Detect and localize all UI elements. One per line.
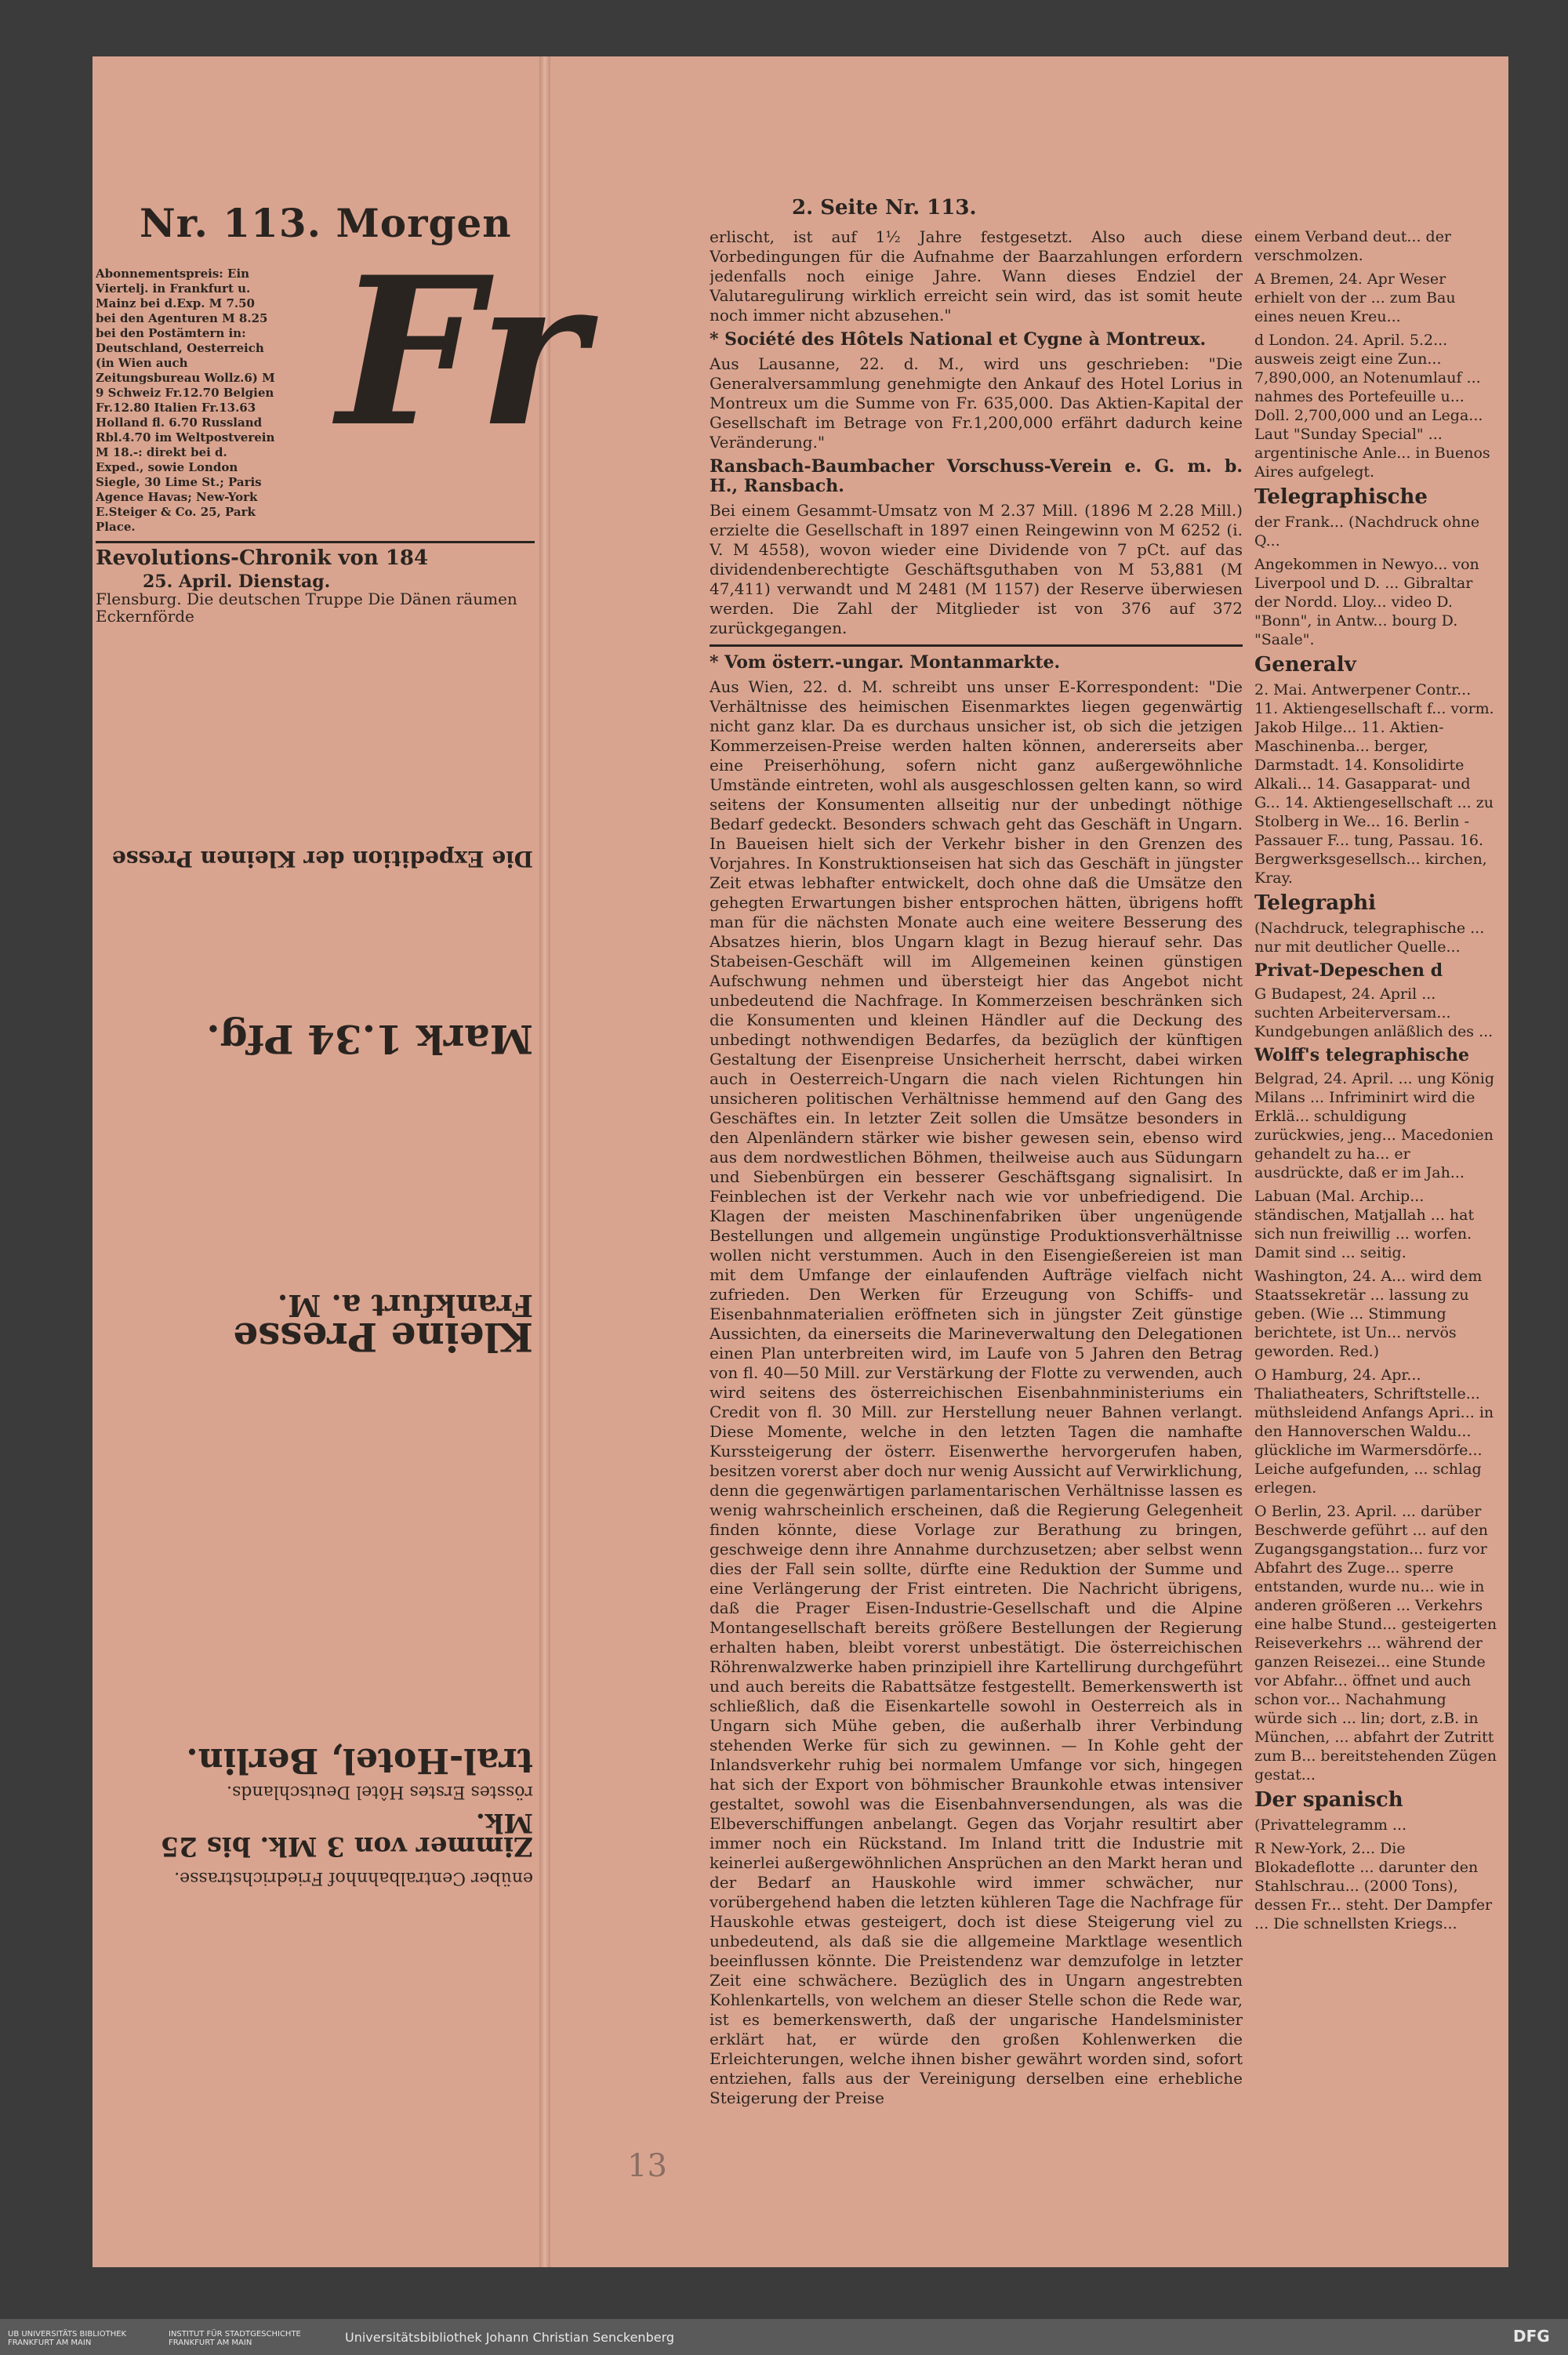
para: einem Verband deut... der verschmolzen. — [1254, 228, 1452, 264]
heading-privat: Privat-Depeschen d — [1254, 960, 1443, 981]
ad-line: Die Expedition der Kleinen Presse — [111, 846, 533, 872]
margin-note: 13 — [627, 2148, 667, 2184]
heading-telegraphische: Telegraphische — [1254, 485, 1428, 509]
meeting-list: 2. Mai. Antwerpener Contr... 11. Aktiengesellschaft f... vorm. Jakob Hilge... 11. Aktien-Maschinenba... berger, Darmstadt. 14. Konsolidirte Alkali... 14. Gasapparat- und G... 14. Aktiengesellschaft ... zu Stolberg in We... 16. Berlin - Passauer F... tung, Passau. 16. Bergwerksgesellsch... kirchen, Kray. — [1254, 681, 1494, 887]
para: G Budapest, 24. April ... suchten Arbeiterversam... Kundgebungen anläßlich des ... — [1254, 985, 1494, 1040]
middle-column — [710, 227, 1243, 2234]
subscription-box: Abonnementspreis: Ein Viertelj. in Frankfurt u. Mainz bei d.Exp. M 7.50 bei den Agenturen M 8.25 bei den Postämtern in: Deutschland, Oesterreich (in Wien auch Zeitungsbureau Wollz.6) M 9 Schweiz Fr.12.70 Belgien Fr.12.80 Italien Fr.13.63 Holland fl. 6.70 Russland Rbl.4.70 im Weltpostverein M 18.-: direkt bei d. Exped., sowie London Siegle, 30 Lime St.; Paris Agence Havas; New-York E.Steiger & Co. 25, Park Place. — [96, 267, 275, 534]
upside-down-ads — [94, 847, 533, 1889]
ad-line: Mark 1.34 Pfg. — [206, 1016, 533, 1062]
page-marker: 2. Seite Nr. 113. — [792, 196, 977, 220]
footer-bar — [0, 2319, 1568, 2355]
left-title: Revolutions-Chronik von 184 — [96, 546, 429, 570]
divider — [710, 644, 1243, 647]
left-date: 25. April. Dienstag. — [143, 572, 331, 592]
ad-line: Kleine Presse — [233, 1314, 533, 1360]
heading-telegraphi: Telegraphi — [1254, 891, 1377, 915]
para: R New-York, 2... Die Blokadeflotte ... darunter den Stahlschrau... (2000 Tons), dessen Fr... steht. Der Dampfer ... Die schnellsten Kriegs... — [1254, 1840, 1493, 1932]
para: Washington, 24. A... wird dem Staatssekretär ... lassung zu geben. (Wie ... Stimmung berichtete, ist Un... nervös geworden. Red.) — [1254, 1268, 1483, 1360]
para: Aus Wien, 22. d. M. schreibt uns unser E-Korrespondent: "Die Verhältnisse des heimischen Eisenmarktes liegen gegenwärtig nicht ganz klar. Da es durchaus unsicher ist, ob sich die jetzigen Kommerzeisen-Preise werden halten können, andererseits aber eine Preiserhöhung, sofern nicht ganz außergewöhnliche Umstände eintreten, wohl als ausgeschlossen gelten kann, so wird seitens der Konsumenten allseitig nur der unbedingt nöthige Bedarf gedeckt. Besonders schwach geht das Geschäft in Ungarn. In Baueisen hielt sich der Verkehr bisher in den Grenzen des Vorjahres. In Konstruktionseisen hat sich das Geschäft in jüngster Zeit etwas lebhafter entwickelt, doch ohne daß die Umsätze den gehegten Erwartungen bisher entsprochen hätten, übrigens hofft man für die nächsten Monate auch eine weitere Besserung des Absatzes hierin, blos Ungarn klagt in Bezug hierauf sehr. Das Stabeisen-Geschäft will im Allgemeinen keinen günstigen Aufschwung nehmen und übersteigt hier das Angebot nicht unbedeutend die Nachfrage. In Kommerzeisen beschränken sich die Konsumenten und kleinen Händler auf die Deckung des unbedingt nothwendigen Bedarfes, da bezüglich der künftigen Gestaltung der Eisenpreise Unsicherheit herrscht, dabei wirken auch in Oesterreich-Ungarn die nach vielen Richtungen hin unsicheren politischen Verhältnisse hemmend auf den Gang des Geschäftes ein. In letzter Zeit sollen die Umsätze besonders in den Alpenländern stärker wie bisher gewesen sein, ebenso wird aus dem nordwestlichen Böhmen, theilweise auch aus Südungarn und Siebenbürgen ein besserer Geschäftsgang signalisirt. In Feinblechen ist der Verkehr nach wie vor unbefriedigend. Die Klagen der meisten Maschinenfabriken über ungenügende Bestellungen und allgemein ungünstige Produktionsverhältnisse wollen nicht verstummen. Auch in den Eisengießereien ist man mit dem Umfange der einlaufenden Aufträge vielfach nicht zufrieden. Den Werken für Erzeugung von Schiffs- und Eisenbahnmaterialien eröffneten sich in jüngster Zeit günstige Aussichten, da einerseits die Marineverwaltung den Delegationen einen Plan unterbreiten wird, im Laufe von 5 Jahren den Betrag von fl. 40—50 Mill. zur Verstärkung der Flotte zu verwenden, auch wird seitens des österreichischen Eisenbahnministeriums ein Credit von fl. 30 Mill. zur Herstellung neuer Bahnen verlangt. Diese Momente, welche in den letzten Tagen die namhafte Kurssteigerung der österr. Eisenwerthe hervorgerufen haben, besitzen vorerst aber doch nur wenig Aussicht auf Verwirklichung, denn die gegenwärtigen parlamentarischen Verhältnisse lassen es wenig wahrscheinlich erscheinen, daß die Regierung Gelegenheit finden könnte, diese Vorlage zur Berathung zu bringen, geschweige denn ihre Annahme durchzusetzen; aber selbst wenn dies der Fall sein sollte, dürfte eine Reduktion der Summe und eine Verlängerung der Frist eintreten. Die Nachricht übrigens, daß die Prager Eisen-Industrie-Gesellschaft und die Alpine Montangesellschaft bereits größere Bestellungen der Regierung erhalten haben, bleibt vorerst unbestätigt. Die österreichischen Röhrenwalzwerke haben prinzipiell ihre Kartellirung durchgeführt und auch bereits die Rabattsätze festgestellt. Bemerkenswerth ist schließlich, daß die Eisenkartelle sowohl in Oesterreich als in Ungarn sich Mühe geben, die außerhalb ihrer Verbindung stehenden Werke für sich zu gewinnen. — In Kohle geht der Inlandsverkehr ruhig bei normalem Umfange vor sich, hingegen hat sich der Export von böhmischer Braunkohle etwas intensiver gestaltet, sowohl was die Eisenbahnversendungen, als was die Elbeverschiffungen anbelangt. Gegen das Vorjahr resultirt aber immer noch ein Rückstand. Im Inland tritt die Industrie mit keinerlei außergewöhnlichen Ansprüchen an den Markt heran und der Bedarf an Hauskohle wird immer schwächer, nur vorübergehend haben die letzten kühleren Tage die Nachfrage für Hauskohle etwas gesteigert, doch ist diese Steigerung viel zu unbedeutend, als daß sie die allgemeine Marktlage wesentlich beeinflussen könnte. Die Preistendenz war demzufolge in letzter Zeit eine schwächere. Bezüglich des in Ungarn angestrebten Kohlenkartells, von welchem an dieser Stelle schon die Rede war, ist es bemerkenswerth, daß der ungarische Handelsminister erklärt hat, er würde den großen Kohlenwerken die Erleichterungen, welche ihnen bisher gewährt worden sind, sofort entziehen, falls aus der Vereinigung derselben eine erhebliche Steigerung der Preise — [710, 677, 1243, 2107]
library-name: Universitätsbibliothek Johann Christian Senckenberg — [345, 2330, 675, 2345]
right-column — [1254, 227, 1497, 2234]
para: erlischt, ist auf 1½ Jahre festgesetzt. Also auch diese Vorbedingungen für die Aufnahme der Baarzahlungen erfordern jedenfalls noch einige Jahre. Wann dieses Endziel der Valutaregulirung wirklich erreicht sein wird, das ist somit heute noch immer nicht abzusehen." — [710, 227, 1243, 325]
para: O Hamburg, 24. Apr... Thaliatheaters, Schriftstelle... müthsleidend Anfangs Apri... in den Hannoverschen Waldu... glückliche im Warmersdörfe... Leiche aufgefunden, ... schlag erlegen. — [1254, 1366, 1494, 1497]
ub-logo: UB UNIVERSITÄTS BIBLIOTHEK FRANKFURT AM MAIN — [8, 2330, 127, 2347]
masthead-letters: Fr — [337, 233, 586, 472]
institute-logo: INSTITUT FÜR STADTGESCHICHTE FRANKFURT AM MAIN — [169, 2330, 301, 2347]
para: Belgrad, 24. April. ... ung König Milans ... Infriminirt wird die Erklä... schuldigung zurückwies, jeng... Macedonien gehandelt zu ha... er ausdrückte, daß er im Jah... — [1254, 1070, 1494, 1181]
heading-ransbach: Ransbach-Baumbacher Vorschuss-Verein e. G. m. b. H., Ransbach. — [710, 456, 1243, 496]
heading-generalv: Generalv — [1254, 653, 1356, 677]
para: d London. 24. April. 5.2... ausweis zeigt eine Zun... 7,890,000, an Notenumlauf ... nahmes des Portefeuille u... Doll. 2,700,000 und an Lega... Laut "Sunday Special" ... argentinische Anle... in Buenos Aires aufgelegt. — [1254, 332, 1490, 481]
subheading: (Privattelegramm ... — [1254, 1816, 1407, 1834]
para: Bei einem Gesammt-Umsatz von M 2.37 Mill. (1896 M 2.28 Mill.) erzielte die Gesellschaft in 1897 einen Reingewinn von M 6252 (i. V. M 4558), wovon wieder eine Dividende von 7 pCt. auf das dividendenberechtigte Geschäftsguthaben von M 53,881 (M 47,411) verwandt und M 2481 (M 1157) der Reserve überwiesen werden. Die Zahl der Mitglieder ist von 376 auf 372 zurückgegangen. — [710, 501, 1243, 637]
para: O Berlin, 23. April. ... darüber Beschwerde geführt ... auf den Zugangsgangstation... furz vor Abfahrt des Zuge... sperre entstanden, wurde nu... wie in anderen größeren ... Verkehrs eine halbe Stund... gesteigerten Reiseverkehrs ... während der ganzen Reisezei... eine Stunde vor Abfahr... öffnet und auch schon vor... Nachahmung würde sich ... lin; dort, z.B. in München, ... abfahrt der Zutritt zum B... bereitstehenden Zügen gestat... — [1254, 1503, 1497, 1783]
heading-wolff: Wolff's telegraphische — [1254, 1045, 1470, 1065]
heading-montanmarkt: * Vom österr.-ungar. Montanmarkte. — [710, 652, 1061, 673]
subheading: (Nachdruck, telegraphische ... nur mit deutlicher Quelle... — [1254, 920, 1485, 956]
subheading: der Frank... (Nachdruck ohne Q... — [1254, 513, 1480, 550]
para: Angekommen in Newyo... von Liverpool und D. ... Gibraltar der Nordd. Lloy... video D. "Bonn", in Antw... bourg D. "Saale". — [1254, 556, 1479, 648]
ad-line: rösstes Erstes Hôtel Deutschlands. — [227, 1782, 533, 1802]
divider — [96, 541, 535, 543]
para: Labuan (Mal. Archip... ständischen, Matjallah ... hat sich nun freiwillig ... worfen. Damit sind ... seitig. — [1254, 1188, 1475, 1261]
ad-line: Frankfurt a. M. — [277, 1288, 533, 1323]
ad-line: tral-Hotel, Berlin. — [186, 1740, 533, 1780]
heading-montreux: * Société des Hôtels National et Cygne à Montreux. — [710, 329, 1207, 350]
heading-spanisch: Der spanisch — [1254, 1788, 1403, 1812]
ad-line: enüber Centralbahnhof Friedrichstrasse. — [174, 1868, 533, 1888]
ad-line: Zimmer von 3 Mk. bis 25 Mk. — [160, 1807, 533, 1862]
issue-header: Nr. 113. Morgen — [140, 200, 512, 246]
para: A Bremen, 24. Apr Weser erhielt von der ... zum Bau eines neuen Kreu... — [1254, 270, 1456, 325]
para: Aus Lausanne, 22. d. M., wird uns geschrieben: "Die Generalversammlung genehmigte den Ankauf des Hotel Lorius in Montreux um die Summe von Fr. 635,000. Das Aktien-Kapital der Gesellschaft im Betrage von Fr.1,200,000 erfährt dadurch keine Veränderung." — [710, 354, 1243, 452]
dfg-logo: DFG — [1513, 2327, 1550, 2346]
left-lead: Flensburg. Die deutschen Truppe Die Dänen räumen Eckernförde — [96, 590, 517, 626]
